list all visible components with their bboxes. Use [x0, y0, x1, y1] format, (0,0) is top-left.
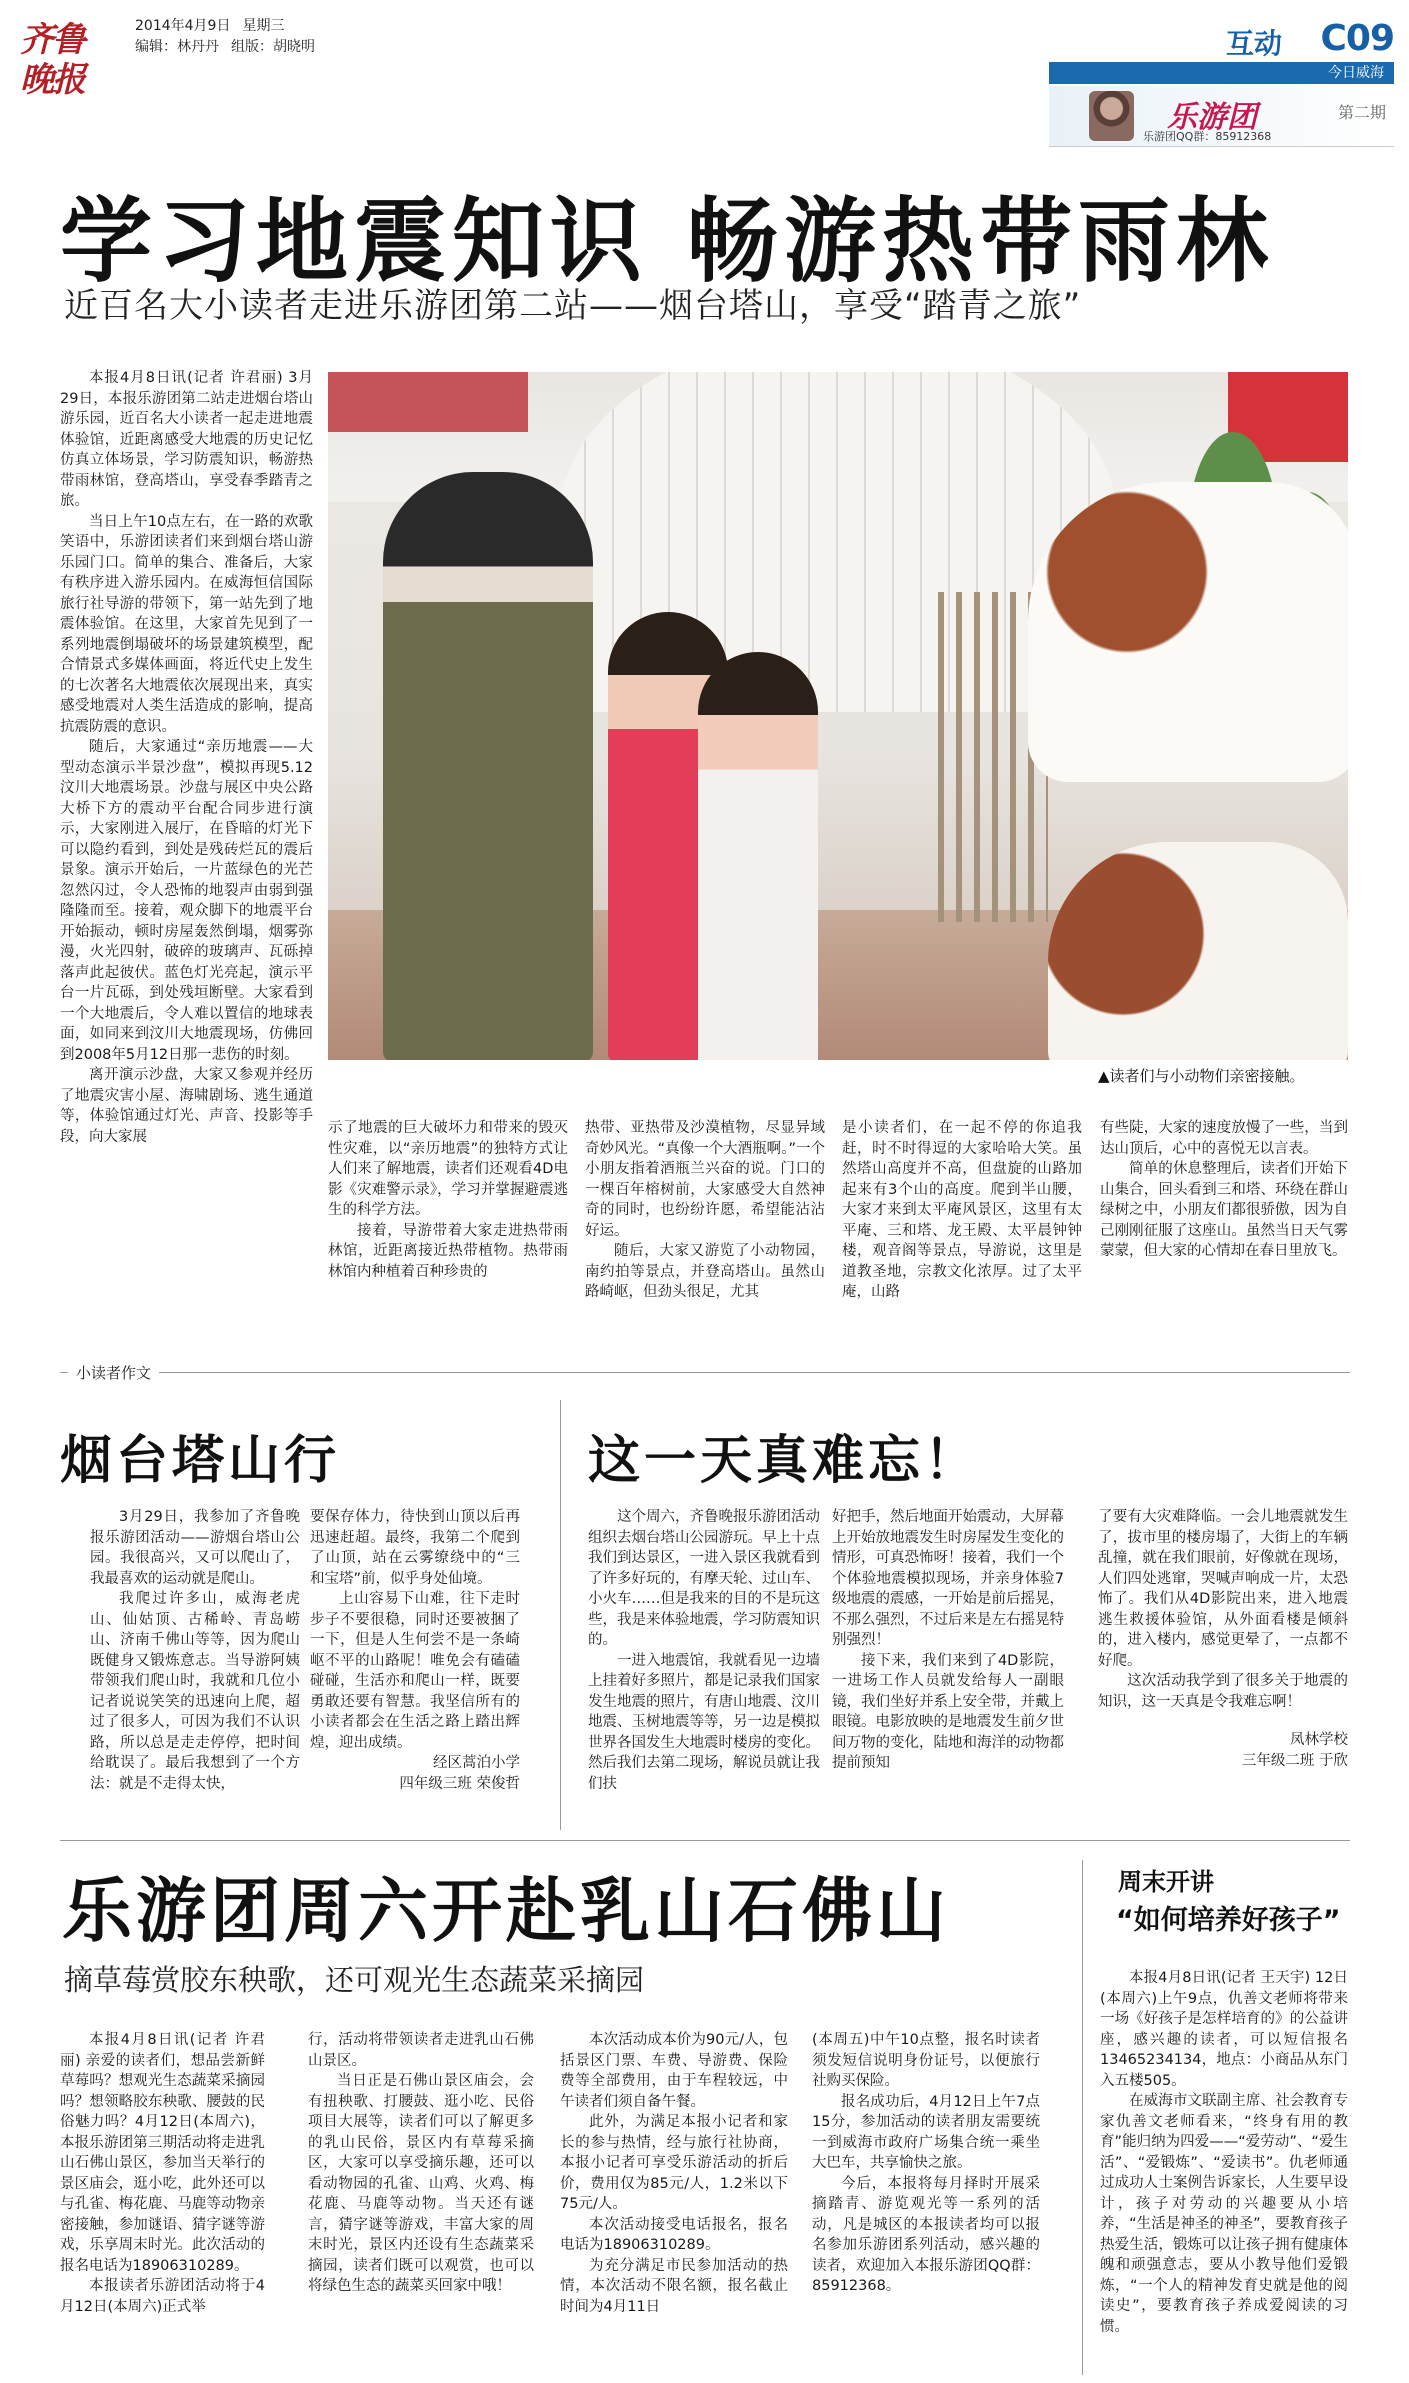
- article-column: [842, 1118, 1082, 1360]
- article-paragraph: 示了地震的巨大破坏力和带来的毁灭性灾难，以“亲历地震”的独特方式让人们来了解地震，读者们还观看4D电影《灾难警示录》，学习并掌握避震逃生的科学方法。: [328, 1120, 568, 1218]
- issue-weekday: 星期三: [242, 18, 285, 34]
- trip-column: [60, 2030, 265, 2375]
- essay-paragraph: 好把手，然后地面开始震动，大屏幕上开始放地震发生时房屋发生变化的情形，可真恐怖呀！接着，我们一个个体验地震模拟现场，并亲身体验7级地震的震感，一开始是前后摇晃，不那么强烈，不过后来是左右摇晃特别强烈！: [832, 1509, 1064, 1648]
- article-paragraph: 随后，大家又游览了小动物园，南约拍等景点，并登高塔山。虽然山路崎岖，但劲头很足，尤其: [585, 1243, 825, 1300]
- trip-paragraph: 行，活动将带领读者走进乳山石佛山景区。: [308, 2032, 534, 2069]
- sidebar-column: [1100, 1968, 1348, 2376]
- essay-column: [90, 1507, 300, 1827]
- column-divider: [1082, 1860, 1083, 2375]
- masthead-logo: 齐鲁晚报: [20, 20, 84, 100]
- photo-caption: ▲读者们与小动物们亲密接触。: [1098, 1067, 1305, 1085]
- section-header: [1226, 18, 1394, 58]
- essay-paragraph: 接下来，我们来到了4D影院，一进场工作人员就发给每人一副眼镜，我们坐好并系上安全带，并戴上眼镜。电影放映的是地震发生前夕世间万物的变化，陆地和海洋的动物都提前预知: [832, 1652, 1064, 1771]
- essay-author: 四年级三班 荣俊哲: [399, 1775, 520, 1792]
- sidebar-paragraph: 本报4月8日讯(记者 王天宇) 12日(本周六)上午9点，仇善文老师将带来一场《好孩子是怎样培育的》的公益讲座，感兴趣的读者，可以短信报名13465234134，地点：小商品从东门入五楼505。: [1100, 1970, 1348, 2089]
- trip-paragraph: 本报4月8日讯(记者 许君丽) 亲爱的读者们，想品尝新鲜草莓吗？想观光生态蔬菜采摘园吗？想领略胶东秧歌、腰鼓的民俗魅力吗？4月12日(本周六)，本报乐游团第三期活动将走进乳山石佛山景区，参加当天举行的景区庙会，逛小吃，此外还可以与孔雀、梅花鹿、马鹿等动物亲密接触，参加谜语、猜字谜等游戏，乐享周末时光。此次活动的报名电话为18906310289。: [60, 2032, 265, 2274]
- essay-title: 这一天真难忘！: [588, 1431, 981, 1491]
- essay-column: [1098, 1507, 1348, 1827]
- article-paragraph: 有些陡，大家的速度放慢了一些，当到达山顶后，心中的喜悦无以言表。: [1100, 1120, 1348, 1157]
- column-banner: [1049, 86, 1394, 147]
- article-paragraph: 当日上午10点左右，在一路的欢歌笑语中，乐游团读者们来到烟台塔山游乐园门口。简单的集合、准备后，大家有秩序进入游乐园内。在威海恒信国际旅行社导游的带领下，第一站先到了地震体验馆。在这里，大家首先见到了一系列地震倒塌破坏的场景建筑模型，配合情景式多媒体画面，将近代史上发生的七次著名大地震依次展现出来，真实感受地震对人类生活造成的影响，提高抗震防震的意识。: [60, 513, 313, 735]
- essay-paragraph: 3月29日，我参加了齐鲁晚报乐游团活动——游烟台塔山公园。我很高兴，又可以爬山了，我最喜欢的运动就是爬山。: [90, 1509, 300, 1587]
- page-code: C09: [1320, 18, 1394, 59]
- essay-paragraph: 要保存体力，待快到山顶以后再迅速赶超。最终，我第二个爬到了山顶，站在云雾缭绕中的“三和宝塔”前，似乎身处仙境。: [310, 1509, 520, 1587]
- trip-paragraph: 报名成功后，4月12日上午7点15分，参加活动的读者朋友需要统一到威海市政府广场集合统一乘坐大巴车，共享愉快之旅。: [812, 2093, 1040, 2171]
- trip-paragraph: 本次活动接受电话报名，报名电话为18906310289。: [560, 2216, 788, 2253]
- trip-column: [812, 2030, 1040, 2375]
- article-paragraph: 热带、亚热带及沙漠植物，尽显异域奇妙风光。“真像一个大酒瓶啊。”一个小朋友指着酒瓶兰兴奋的说。门口的一棵百年榕树前，大家感受大自然神奇的同时，也纷纷许愿，希望能沾沾好运。: [585, 1120, 825, 1239]
- article-paragraph: 接着，导游带着大家走进热带雨林馆，近距离接近热带植物。热带雨林馆内种植着百种珍贵的: [328, 1222, 568, 1280]
- trip-paragraph: 当日正是石佛山景区庙会，会有扭秧歌、打腰鼓、逛小吃、民俗项目大展等，读者们可以了解更多的乳山民俗，景区内有草莓采摘区，大家可以享受摘乐趣，还可以看动物园的孔雀、山鸡、火鸡、梅花鹿、马鹿等动物。当天还有谜言，猜字谜等游戏，丰富大家的周末时光，景区内还设有生态蔬菜采摘园，读者们既可以观赏，也可以将绿色生态的蔬菜买回家中哦！: [308, 2073, 534, 2294]
- essay-paragraph: 上山容易下山难，往下走时步子不要很稳，同时还要被捆了一下，但是人生何尝不是一条崎岖不平的山路呢！唯免会有磕磕碰碰，生活亦和爬山一样，既要勇敢还要有智慧。我坚信所有的小读者都会在生活之路上踏出辉煌，迎出成绩。: [310, 1591, 520, 1751]
- banner-contact: 乐游团QQ群：85912368: [1143, 130, 1272, 143]
- trip-column: [308, 2030, 534, 2375]
- section-tag: 小读者作文: [68, 1362, 159, 1383]
- sub-section-bar: 今日威海: [1049, 62, 1394, 84]
- banner-logo: 乐游团: [1167, 100, 1257, 135]
- trip-headline: 乐游团周六开赴乳山石佛山: [62, 1870, 950, 1952]
- essay-author: 三年级二班 于欣: [1241, 1752, 1348, 1769]
- essay-paragraph: 我爬过许多山，威海老虎山、仙姑顶、古稀岭、青岛崂山、济南千佛山等等，因为爬山既健身又锻炼意志。当导游阿姨带领我们爬山时，我就和几位小记者说说笑笑的迅速向上爬，超过了很多人，可因为我们不认识路，所以总是走走停停，把时间给耽误了。最后我想到了一个方法：就是不走得太快，: [90, 1591, 300, 1792]
- article-column: [1100, 1118, 1348, 1360]
- essay-column: [310, 1507, 520, 1827]
- banner-portrait: [1089, 91, 1134, 141]
- section-divider: [60, 1372, 1350, 1373]
- trip-paragraph: 为充分满足市民参加活动的热情，本次活动不限名额，报名截止时间为4月11日: [560, 2257, 788, 2315]
- banner-issue: 第二期: [1337, 103, 1386, 122]
- article-column: [585, 1118, 825, 1360]
- essay-paragraph: 了要有大灾难降临。一会儿地震就发生了，拔市里的楼房塌了，大街上的车辆乱撞，就在我们眼前，好像就在现场，人们四处逃窜，哭喊声响成一片，太恐怖了。我们从4D影院出来，进入地震逃生救援体验馆，从外面看楼是倾斜的，进入楼内，感觉更晕了，一点都不好爬。: [1098, 1509, 1348, 1669]
- essay-paragraph: 一进入地震馆，我就看见一边墙上挂着好多照片，都是记录我们国家发生地震的照片，有唐山地震、汶川地震、玉树地震等等，另一边是模拟世界各国发生大地震时楼房的变化。然后我们去第二现场，解说员就让我们扶: [588, 1652, 820, 1792]
- essay-paragraph: 这次活动我学到了很多关于地震的知识，这一天真是令我难忘啊！: [1098, 1673, 1348, 1710]
- column-divider: [560, 1400, 561, 1830]
- editor-credit: 编辑：林丹丹: [135, 39, 219, 55]
- trip-subheadline: 摘草莓赏胶东秧歌，还可观光生态蔬菜采摘园: [64, 1963, 645, 1997]
- trip-column: [560, 2030, 788, 2375]
- main-headline: 学习地震知识 畅游热带雨林: [60, 188, 1275, 295]
- essay-column: [588, 1507, 820, 1827]
- photo-woman: [383, 472, 593, 1060]
- essay-paragraph: 这个周六，齐鲁晚报乐游团活动组织去烟台塔山公园游玩。早上十点我们到达景区，一进入景区我就看到了许多好玩的，有摩天轮、过山车、小火车……但是我来的目的不是玩这些，我是来体验地震，学习防震知识的。: [588, 1509, 820, 1648]
- essay-title: 烟台塔山行: [60, 1431, 341, 1491]
- trip-paragraph: 今后，本报将每月择时开展采摘踏青、游览观光等一系列的活动，凡是城区的本报读者均可以报名参加乐游团系列活动，感兴趣的读者，欢迎加入本报乐游团QQ群：85912368。: [812, 2175, 1040, 2294]
- header-meta: [135, 16, 327, 58]
- essay-school: 凤林学校: [1290, 1732, 1348, 1748]
- article-paragraph: 离开演示沙盘，大家又参观并经历了地震灾害小屋、海啸剧场、逃生通道等，体验馆通过灯光、声音、投影等手段，向大家展: [60, 1067, 313, 1145]
- photo-child: [698, 652, 818, 1060]
- sidebar-subtitle: “如何培养好孩子”: [1116, 1905, 1341, 1936]
- main-photo: [328, 372, 1348, 1060]
- article-paragraph: 本报4月8日讯(记者 许君丽) 3月29日，本报乐游团第二站走进烟台塔山游乐园，近百名大小读者一起走进地震体验馆，近距离感受大地震的历史记忆仿真立体场景，学习防震知识，畅游热带雨林馆，登高塔山，享受春季踏青之旅。: [60, 370, 313, 509]
- issue-date: 2014年4月9日: [135, 18, 231, 34]
- essay-column: [832, 1507, 1064, 1827]
- section-label: 互动: [1226, 27, 1283, 60]
- article-paragraph: 随后，大家通过“亲历地震——大型动态演示半景沙盘”，模拟再现5.12汶川大地震场景。沙盘与展区中央公路大桥下方的震动平台配合同步进行演示，大家刚进入展厅，在昏暗的灯光下可以隐约看到，到处是残砖烂瓦的震后景象。演示开始后，一片蓝绿色的光芒忽然闪过，令人恐怖的地裂声由弱到强隆隆而至。接着，观众脚下的地震平台开始振动，顿时房屋轰然倒塌，烟雾弥漫，火光四射，破碎的玻璃声、瓦砾掉落声此起彼伏。蓝色灯光亮起，演示平台一片瓦砾，到处残垣断壁。大家看到一个大地震后，令人难以置信的地球表面，如同来到汶川大地震现场，仿佛回到2008年5月12日那一悲伤的时刻。: [60, 739, 313, 1063]
- sidebar-title: 周末开讲: [1118, 1868, 1214, 1896]
- layout-credit: 组版：胡晓明: [231, 39, 315, 55]
- article-column: [60, 368, 313, 1360]
- photo-goat: [1028, 482, 1348, 782]
- sidebar-paragraph: 在威海市文联副主席、社会教育专家仇善文老师看来，“终身有用的教育”能归纳为四爱——“爱劳动”、“爱生活”、“爱锻炼”、“爱读书”。仇老师通过成功人士案例告诉家长，人生要早设计，孩子对劳动的兴趣要从小培养，“生活是神圣的神圣”，要教育孩子热爱生活，锻炼可以让孩子拥有健康体魄和顽强意志，要从小教导他们爱锻炼，“一个人的精神发育史就是他的阅读史”，要教育孩子养成爱阅读的习惯。: [1100, 2093, 1348, 2335]
- article-column: [328, 1118, 568, 1360]
- essay-school: 经区蒿泊小学: [433, 1755, 520, 1771]
- article-paragraph: 是小读者们，在一起不停的你追我赶，时不时得逗的大家哈哈大笑。虽然塔山高度并不高，但盘旋的山路加起来有3个山的高度。爬到半山腰，大家才来到太平庵风景区，这里有太平庵、三和塔、龙王殿、太平晨钟钟楼，观音阁等景点，导游说，这里是道教圣地，宗教文化浓厚。过了太平庵，山路: [842, 1120, 1082, 1300]
- trip-paragraph: 本报读者乐游团活动将于4月12日(本周六)正式举: [60, 2278, 265, 2315]
- trip-paragraph: 本次活动成本价为90元/人，包括景区门票、车费、导游费、保险费等全部费用，由于车程较远，中午读者们须自备午餐。: [560, 2032, 788, 2110]
- article-paragraph: 简单的休息整理后，读者们开始下山集合，回头看到三和塔、环绕在群山绿树之中，小朋友们都很骄傲，因为自己刚刚征服了这座山。虽然当日天气雾蒙蒙，但大家的心情却在春日里放飞。: [1100, 1161, 1348, 1259]
- section-divider: [60, 1840, 1350, 1841]
- main-subheadline: 近百名大小读者走进乐游团第二站——烟台塔山，享受“踏青之旅”: [64, 286, 1082, 326]
- trip-paragraph: 此外，为满足本报小记者和家长的参与热情，经与旅行社协商，本报小记者可享受乐游活动的折后价，费用仅为85元/人，1.2米以下75元/人。: [560, 2114, 788, 2212]
- photo-goat: [1048, 842, 1348, 1060]
- trip-paragraph: (本周五)中午10点整，报名时读者须发短信说明身份证号，以便旅行社购买保险。: [812, 2032, 1040, 2089]
